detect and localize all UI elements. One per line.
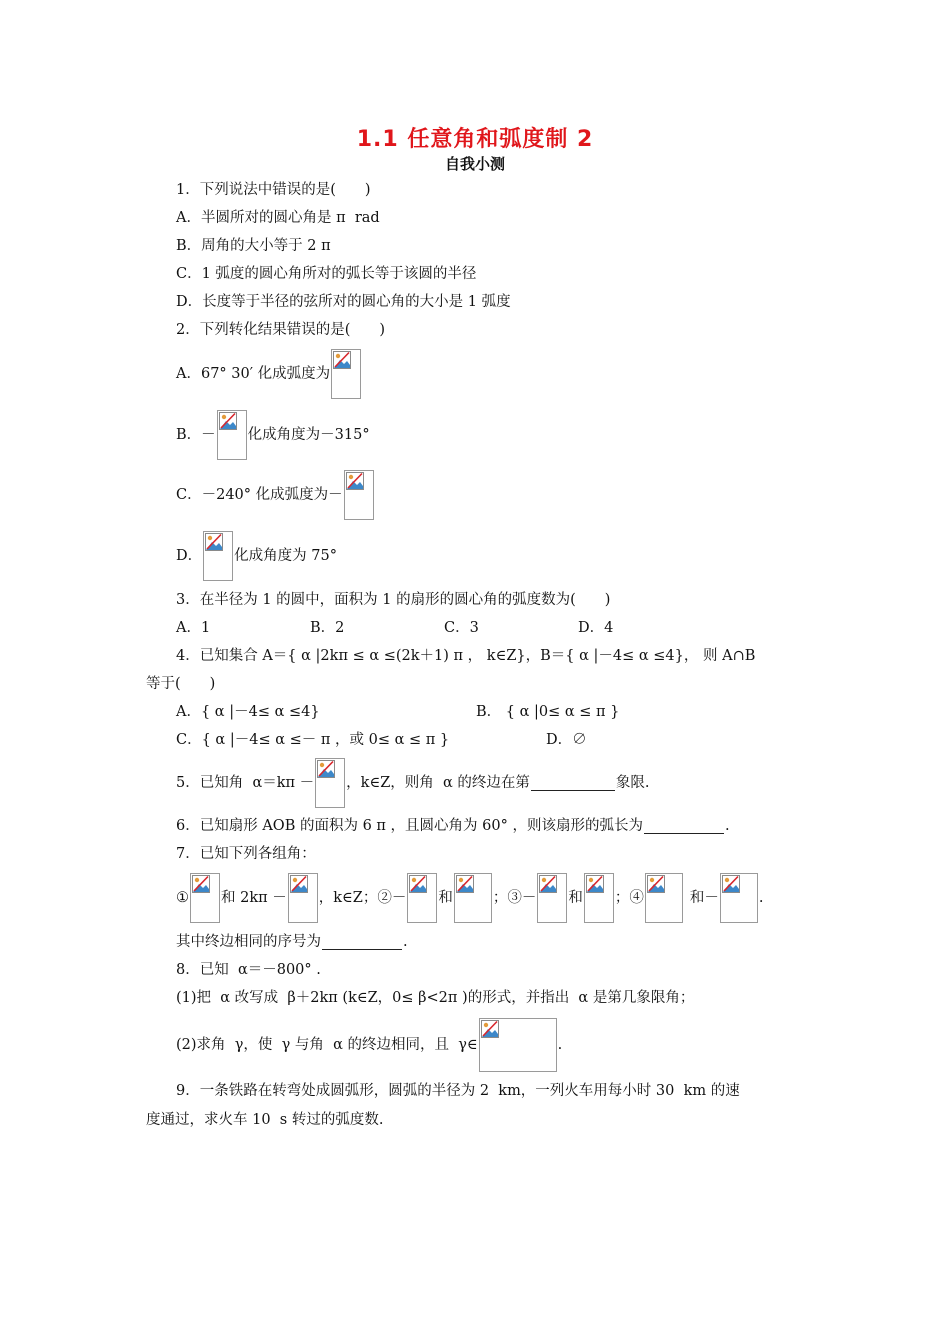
q1-stem: 1．下列说法中错误的是( ) bbox=[176, 182, 371, 198]
page-title: 1.1 任意角和弧度制 2 bbox=[356, 127, 594, 152]
q2-c-text: C．－240° 化成弧度为－ bbox=[176, 487, 343, 503]
broken-image-icon bbox=[331, 349, 361, 399]
q6-text-end: . bbox=[724, 818, 730, 834]
q7-text: ，k∈Z；②－ bbox=[318, 890, 407, 906]
q8-part-2-end: . bbox=[557, 1037, 563, 1053]
q4-option-d: D．∅ bbox=[546, 732, 587, 748]
q1-option-d: D．长度等于半径的弦所对的圆心角的大小是 1 弧度 bbox=[176, 294, 511, 310]
broken-image-icon bbox=[288, 873, 318, 923]
q3-stem: 3．在半径为 1 的圆中，面积为 1 的扇形的圆心角的弧度数为( ) bbox=[176, 592, 611, 608]
q7-text: 和 2kπ － bbox=[221, 890, 287, 906]
q7-text: 和 bbox=[568, 890, 583, 906]
q6-answer-blank[interactable] bbox=[644, 819, 724, 834]
q8-part-1: (1)把 α 改写成 β＋2kπ (k∈Z，0≤ β<2π )的形式，并指出 α 是第几象限角； bbox=[176, 990, 695, 1006]
q5-text-pre: 5．已知角 α＝kπ － bbox=[176, 775, 315, 791]
q4-stem: 4．已知集合 A＝{ α |2kπ ≤ α ≤(2k＋1) π ， k∈Z}，B＝{ α |－4≤ α ≤4}， 则 A∩B bbox=[176, 648, 756, 664]
q5-text-end: 象限. bbox=[615, 775, 650, 791]
q4-option-a: A．{ α |－4≤ α ≤4} bbox=[176, 704, 320, 720]
broken-image-icon bbox=[407, 873, 437, 923]
q8-part-2-text: (2)求角 γ，使 γ 与角 α 的终边相同，且 γ∈ bbox=[176, 1037, 478, 1053]
q7-text: 和 bbox=[438, 890, 453, 906]
q5-answer-blank[interactable] bbox=[531, 776, 615, 791]
broken-image-icon bbox=[720, 873, 758, 923]
q7-angle-groups bbox=[176, 868, 763, 928]
q4-option-b: B． { α |0≤ α ≤ π } bbox=[476, 704, 620, 720]
page-subtitle: 自我小测 bbox=[444, 155, 505, 173]
q2-d-text-post: 化成角度为 75° bbox=[234, 548, 337, 564]
q4-stem-continued: 等于( ) bbox=[146, 676, 216, 692]
q2-a-text: A．67° 30′ 化成弧度为 bbox=[176, 366, 331, 382]
q2-option-c bbox=[176, 468, 375, 522]
q7-stem: 7．已知下列各组角： bbox=[176, 846, 316, 862]
q2-stem: 2．下列转化结果错误的是( ) bbox=[176, 322, 386, 338]
broken-image-icon bbox=[584, 873, 614, 923]
q8-stem: 8．已知 α＝－800° . bbox=[176, 962, 321, 978]
q9-line-1: 9．一条铁路在转弯处成圆弧形，圆弧的半径为 2 km，一列火车用每小时 30 km 的速 bbox=[176, 1083, 740, 1099]
broken-image-icon bbox=[203, 531, 233, 581]
broken-image-icon bbox=[454, 873, 492, 923]
broken-image-icon bbox=[217, 410, 247, 460]
q5-line bbox=[176, 756, 650, 810]
broken-image-icon bbox=[344, 470, 374, 520]
broken-image-icon bbox=[537, 873, 567, 923]
q3-option-b: B．2 bbox=[310, 620, 345, 636]
q6-text: 6．已知扇形 AOB 的面积为 6 π ，且圆心角为 60° ，则该扇形的弧长为 bbox=[176, 818, 643, 834]
q2-b-text-post: 化成角度为－315° bbox=[247, 427, 370, 443]
q1-option-a: A．半圆所对的圆心角是 π rad bbox=[176, 210, 380, 226]
q7-group-1-label: ① bbox=[176, 890, 189, 906]
q1-option-b: B．周角的大小等于 2 π bbox=[176, 238, 331, 254]
q2-d-text-pre: D． bbox=[176, 548, 203, 564]
broken-image-icon bbox=[479, 1018, 557, 1072]
broken-image-icon bbox=[190, 873, 220, 923]
q2-option-d bbox=[176, 529, 337, 583]
broken-image-icon bbox=[645, 873, 683, 923]
q7-text: 和－ bbox=[689, 890, 719, 906]
q2-option-a bbox=[176, 347, 362, 401]
q2-option-b bbox=[176, 408, 370, 462]
q7-tail-text: 其中终边相同的序号为 bbox=[176, 934, 321, 950]
q1-option-c: C．1 弧度的圆心角所对的弧长等于该圆的半径 bbox=[176, 266, 477, 282]
q3-option-c: C．3 bbox=[444, 620, 479, 636]
q7-tail bbox=[176, 932, 408, 952]
q6-line bbox=[176, 816, 730, 836]
q7-text: ；④ bbox=[614, 890, 644, 906]
q7-tail-end: . bbox=[403, 934, 408, 950]
q4-option-c: C．{ α |－4≤ α ≤－ π ，或 0≤ α ≤ π } bbox=[176, 732, 450, 748]
q8-part-2 bbox=[176, 1016, 562, 1074]
broken-image-icon bbox=[315, 758, 345, 808]
q7-text-end: . bbox=[758, 890, 764, 906]
q7-answer-blank[interactable] bbox=[322, 935, 402, 950]
q7-text: ；③－ bbox=[492, 890, 537, 906]
q9-line-2: 度通过，求火车 10 s 转过的弧度数. bbox=[146, 1112, 384, 1128]
q2-b-text-pre: B．－ bbox=[176, 427, 216, 443]
q3-option-d: D．4 bbox=[578, 620, 614, 636]
q3-option-a: A．1 bbox=[176, 620, 211, 636]
q5-text-post: ，k∈Z，则角 α 的终边在第 bbox=[346, 775, 530, 791]
